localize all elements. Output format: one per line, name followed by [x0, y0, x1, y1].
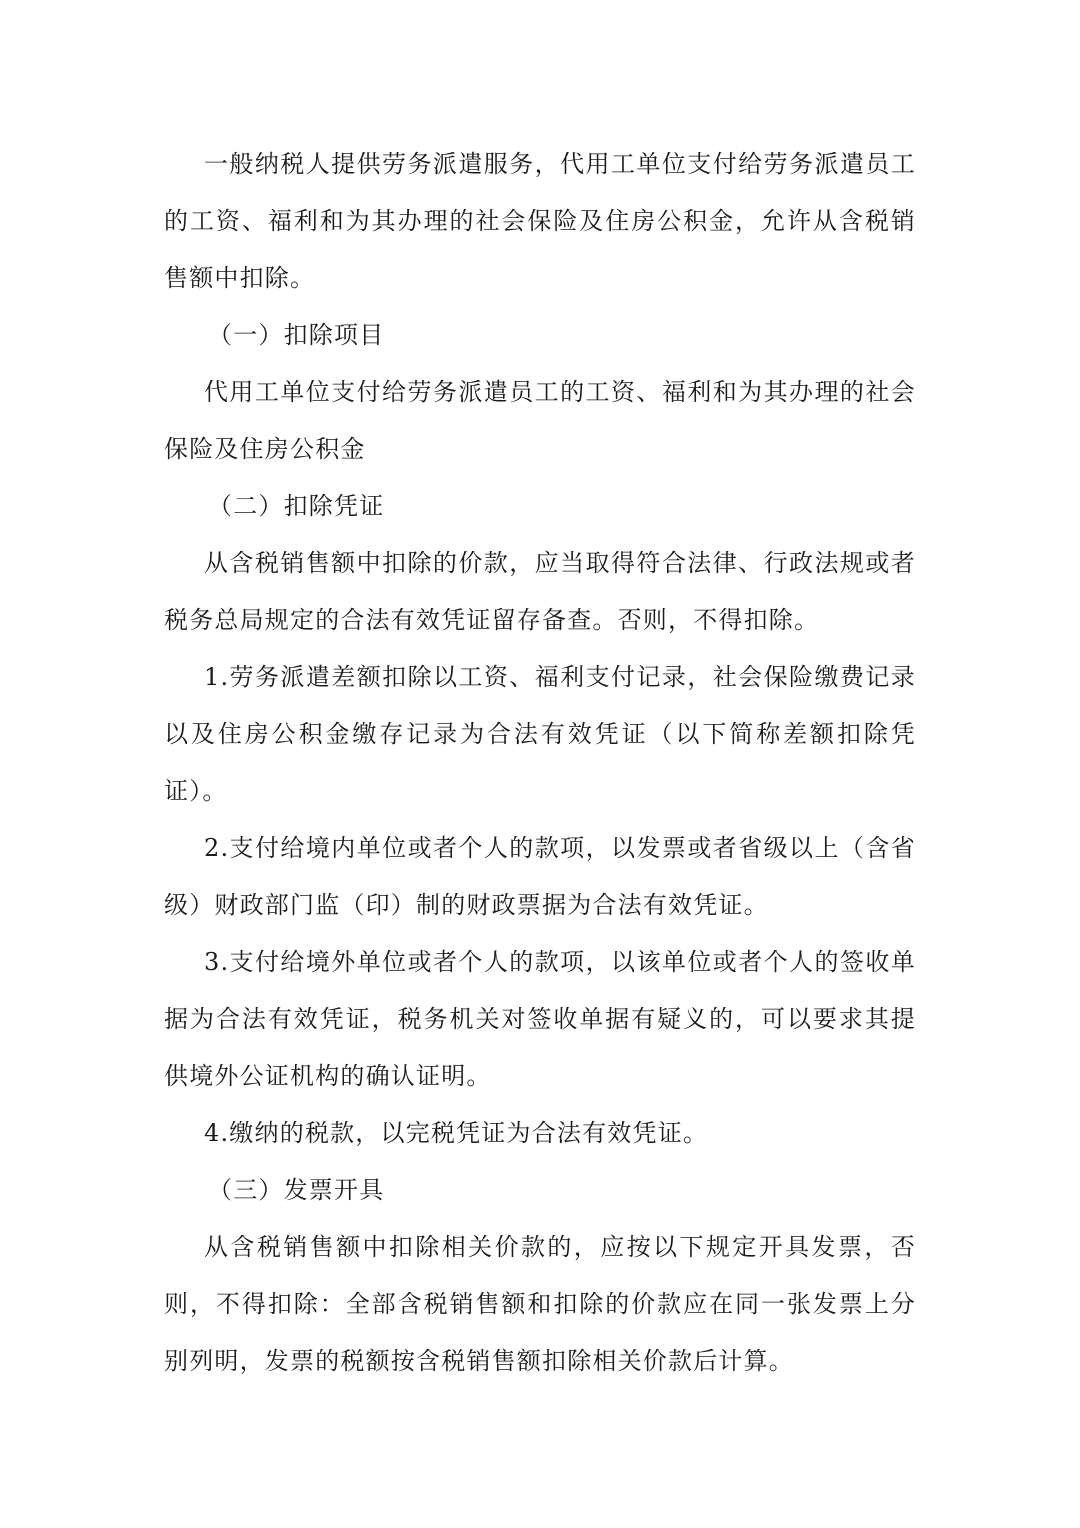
document-page [164, 136, 916, 1390]
paragraph: 3.支付给境外单位或者个人的款项，以该单位或者个人的签收单据为合法有效凭证，税务机关对签收单据有疑义的，可以要求其提供境外公证机构的确认证明。 [164, 948, 916, 1090]
paragraph: 4.缴纳的税款，以完税凭证为合法有效凭证。 [204, 1119, 709, 1147]
section-heading: （二）扣除凭证 [208, 492, 385, 520]
paragraph: 从含税销售额中扣除的价款，应当取得符合法律、行政法规或者税务总局规定的合法有效凭证留存备查。否则，不得扣除。 [164, 549, 916, 634]
paragraph: 从含税销售额中扣除相关价款的，应按以下规定开具发票，否则，不得扣除：全部含税销售额和扣除的价款应在同一张发票上分别列明，发票的税额按含税销售额扣除相关价款后计算。 [164, 1233, 916, 1375]
section-heading: （三）发票开具 [208, 1176, 385, 1204]
section-heading: （一）扣除项目 [208, 321, 385, 349]
paragraph: 代用工单位支付给劳务派遣员工的工资、福利和为其办理的社会保险及住房公积金 [164, 378, 916, 463]
paragraph: 1.劳务派遣差额扣除以工资、福利支付记录，社会保险缴费记录以及住房公积金缴存记录为合法有效凭证（以下简称差额扣除凭证）。 [164, 663, 916, 805]
paragraph: 一般纳税人提供劳务派遣服务，代用工单位支付给劳务派遣员工的工资、福利和为其办理的社会保险及住房公积金，允许从含税销售额中扣除。 [164, 150, 916, 292]
paragraph: 2.支付给境内单位或者个人的款项，以发票或者省级以上（含省级）财政部门监（印）制的财政票据为合法有效凭证。 [164, 834, 916, 919]
